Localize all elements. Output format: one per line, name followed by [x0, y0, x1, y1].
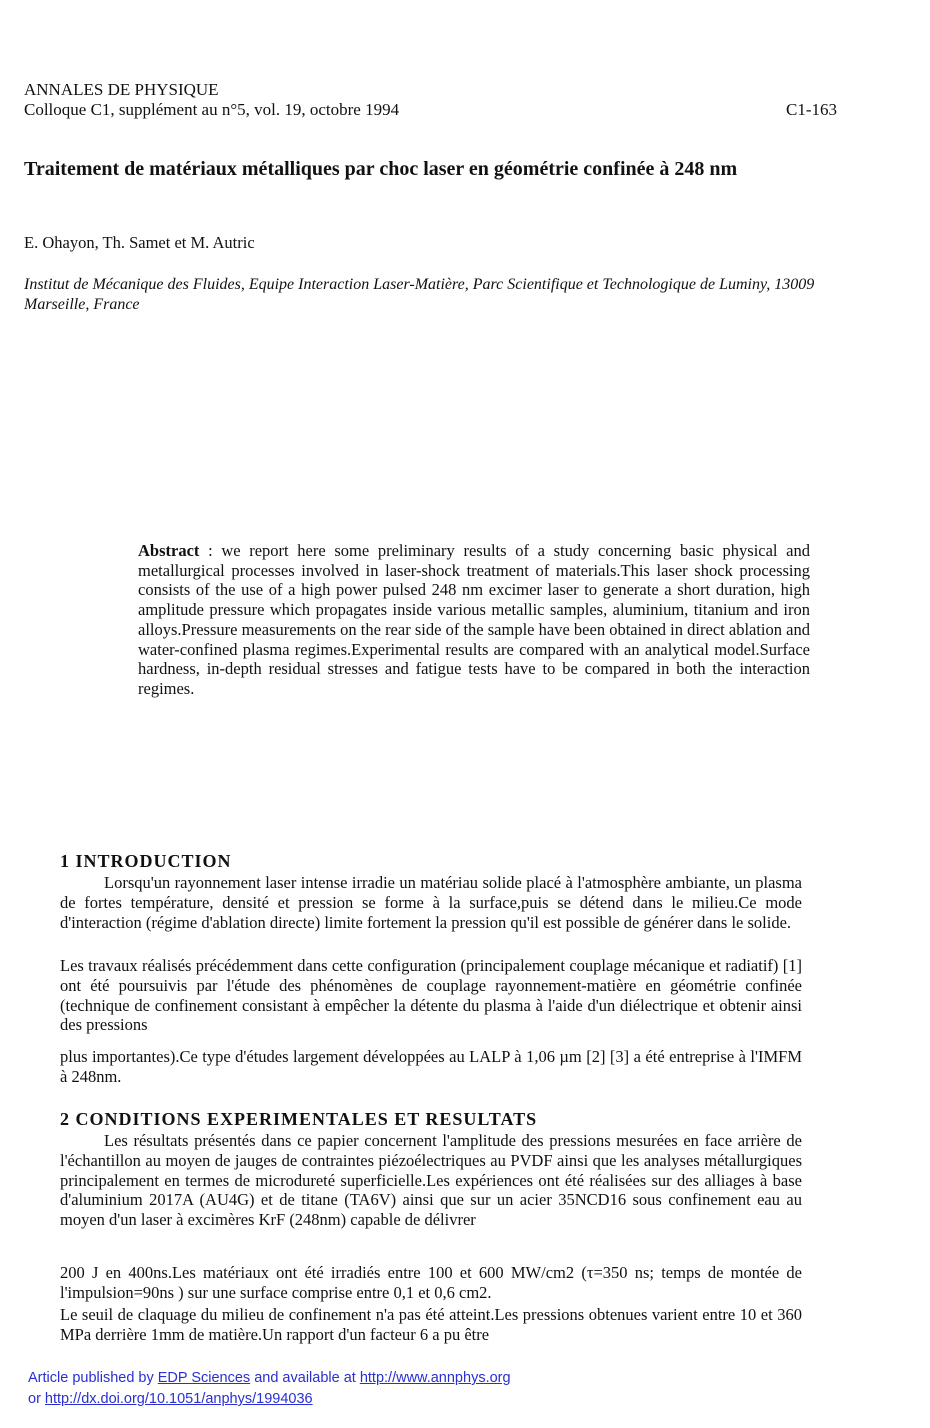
section-2-heading: 2 CONDITIONS EXPERIMENTALES ET RESULTATS	[60, 1109, 538, 1129]
affiliation: Institut de Mécanique des Fluides, Equipe Interaction Laser-Matière, Parc Scientifique et Technologique de Luminy, 13009 Marseille, France	[24, 276, 815, 313]
section-1-paragraph-3: plus importantes).Ce type d'études largement développées au LALP à 1,06 µm [2] [3] a été entreprise à l'IMFM à 248nm.	[60, 1047, 802, 1086]
authors: E. Ohayon, Th. Samet et M. Autric	[24, 233, 255, 252]
section-2-paragraph-2: 200 J en 400ns.Les matériaux ont été irradiés entre 100 et 600 MW/cm2 (τ=350 ns; temps de montée de l'impulsion=90ns ) sur une surface comprise entre 0,1 et 0,6 cm2.	[60, 1263, 802, 1302]
journal-name: ANNALES DE PHYSIQUE	[24, 80, 219, 99]
abstract-label: Abstract	[138, 541, 200, 560]
footer-line-2	[28, 1390, 313, 1409]
footer-prefix: Article published by	[28, 1370, 158, 1386]
doi-link[interactable]: http://dx.doi.org/10.1051/anphys/1994036	[44, 1391, 313, 1407]
footer-mid: and available at	[250, 1370, 360, 1386]
footer-or: or	[28, 1391, 45, 1407]
section-1-paragraph-2: Les travaux réalisés précédemment dans cette configuration (principalement couplage mécanique et radiatif) [1] ont été poursuivis par l'étude des phénomènes de couplage rayonnement-matière en géométrie confinée (technique de confinement consistant à empêcher la détente du plasma à l'aide d'un diélectrique et obtenir ainsi des pressions	[60, 956, 802, 1035]
abstract-text: : we report here some preliminary results of a study concerning basic physical and metallurgical processes involved in laser-shock treatment of materials.This laser shock processing consists of the use of a high power pulsed 248 nm excimer laser to generate a short duration, high amplitude pressure which propagates inside various metallic samples, aluminium, titanium and iron alloys.Pressure measurements on the rear side of the sample have been obtained in direct ablation and water-confined plasma regimes.Experimental results are compared with an analytical model.Surface hardness, in-depth residual stresses and fatigue tests have to be compared in both the interaction regimes.	[138, 541, 810, 698]
footer-line-1	[28, 1369, 511, 1388]
section-2-paragraph-1: Les résultats présentés dans ce papier concernent l'amplitude des pressions mesurées en face arrière de l'échantillon au moyen de jauges de contraintes piézoélectriques au PVDF ainsi que les analyses métallurgiques principalement en termes de microdureté superficielle.Les expériences ont été réalisées sur des alliages à base d'aluminium 2017A (AU4G) et de titane (TA6V) ainsi que sur un acier 35NCD16 sous confinement eau au moyen d'un laser à excimères KrF (248nm) capable de délivrer	[60, 1131, 802, 1230]
section-1-paragraph-1: Lorsqu'un rayonnement laser intense irradie un matériau solide placé à l'atmosphère ambiante, un plasma de fortes température, densité et pression se forme à la surface,puis se détend dans le milieu.Ce mode d'interaction (régime d'ablation directe) limite fortement la pression qu'il est possible de générer dans le solide.	[60, 873, 802, 932]
abstract	[138, 541, 810, 699]
publisher-link[interactable]: EDP Sciences	[157, 1370, 251, 1386]
annphys-link[interactable]: http://www.annphys.org	[359, 1370, 511, 1386]
page-number: C1-163	[786, 100, 837, 119]
section-2-paragraph-3: Le seuil de claquage du milieu de confinement n'a pas été atteint.Les pressions obtenues varient entre 10 et 360 MPa derrière 1mm de matière.Un rapport d'un facteur 6 a pu être	[60, 1305, 802, 1344]
paper-title: Traitement de matériaux métalliques par choc laser en géométrie confinée à 248 nm	[24, 158, 738, 180]
colloque-info: Colloque C1, supplément au n°5, vol. 19, octobre 1994	[24, 100, 400, 119]
section-1-heading: 1 INTRODUCTION	[60, 851, 232, 871]
